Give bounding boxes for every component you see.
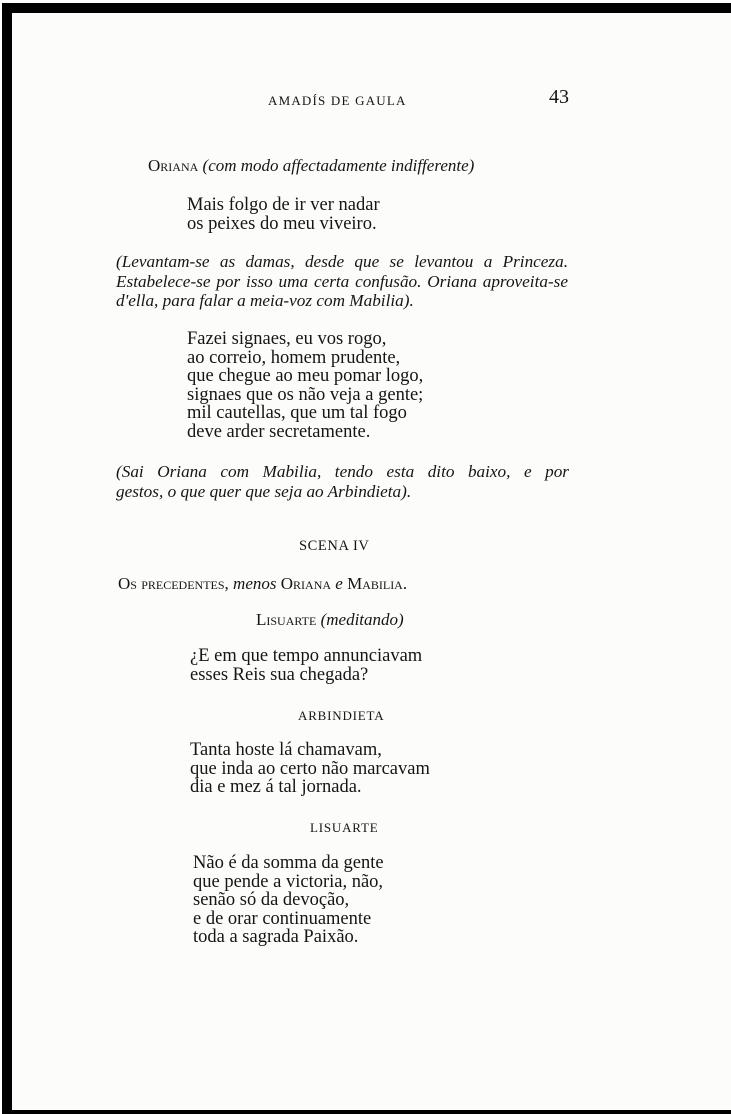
speaker-name: Lisuarte [256, 610, 317, 629]
speaker-arbindieta: ARBINDIETA [298, 708, 385, 723]
page-number: 43 [549, 86, 569, 108]
cast-e: e [335, 574, 343, 593]
stage-direction-1 [116, 252, 568, 311]
verse-line: ¿E em que tempo annunciavam [190, 646, 423, 666]
verse-line: mil cautellas, que um tal fogo [187, 403, 407, 424]
verse-line: esses Reis sua chegada? [190, 664, 369, 685]
speaker-lisuarte [256, 610, 404, 630]
verse-line: Não é da somma da gente [193, 853, 384, 873]
verse-line: ao correio, homem prudente, [187, 347, 401, 368]
verse-line: e de orar continuamente [193, 908, 372, 929]
verse-line: senão só da devoção, [193, 890, 350, 911]
cast-oriana: Oriana [280, 574, 332, 593]
stage-line: gestos, o que quer que seja ao Arbindieta). [116, 481, 412, 501]
verse-block-5 [193, 854, 384, 947]
cast-prefix: Os precedentes, [118, 574, 229, 593]
verse-line: deve arder secretamente. [187, 421, 371, 442]
verse-line: Tanta hoste lá chamavam, [190, 740, 382, 760]
verse-block-4 [190, 741, 430, 797]
cast-line [118, 574, 407, 594]
verse-line: dia e mez á tal jornada. [190, 777, 362, 798]
verse-block-3 [190, 647, 422, 684]
speaker-lisuarte-2: LISUARTE [310, 820, 379, 835]
stage-line: (Levantam-se as damas, desde que se levantou a Princeza. [116, 252, 568, 271]
cast-mabilia: Mabilia. [347, 574, 408, 593]
verse-line: Mais folgo de ir ver nadar [187, 195, 380, 215]
stage-line: Estabelece-se por isso uma certa confusão. Oriana aproveita-se [116, 271, 568, 291]
verse-line: que inda ao certo não marcavam [190, 758, 430, 779]
cast-menos: menos [233, 574, 277, 593]
speaker-name: Oriana [148, 156, 199, 175]
stage-direction-inline: (meditando) [320, 610, 404, 629]
stage-direction-inline: (com modo affectadamente indifferente) [202, 156, 475, 175]
verse-line: que pende a victoria, não, [193, 871, 384, 892]
verse-line: signaes que os não veja a gente; [187, 384, 424, 405]
speaker-oriana [148, 156, 474, 176]
verse-block-2 [187, 330, 423, 442]
stage-line: d'ella, para falar a meia-voz com Mabilia). [116, 291, 414, 310]
stage-direction-2 [116, 462, 569, 501]
verse-line: toda a sagrada Paixão. [193, 927, 359, 948]
running-header: AMADÍS DE GAULA [268, 93, 407, 108]
scene-title: SCENA IV [299, 538, 370, 554]
stage-line: (Sai Oriana com Mabilia, tendo esta dito baixo, e por [116, 462, 569, 481]
verse-block-1 [187, 196, 380, 233]
verse-line: os peixes do meu viveiro. [187, 213, 377, 234]
verse-line: Fazei signaes, eu vos rogo, [187, 329, 387, 349]
verse-line: que chegue ao meu pomar logo, [187, 366, 424, 387]
